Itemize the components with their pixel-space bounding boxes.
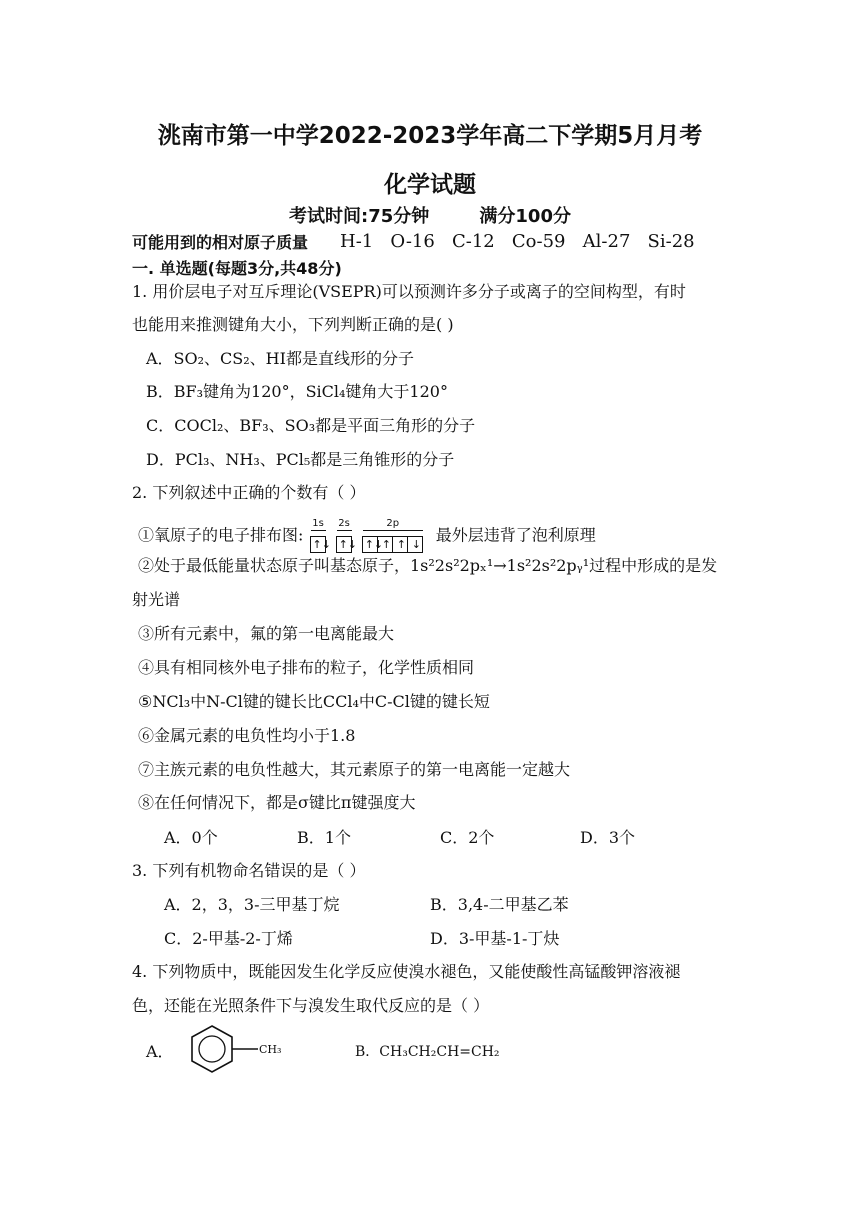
q3-stem: 3. 下列有机物命名错误的是（ ）: [132, 861, 366, 880]
q1-option-d: D．PCl₃、NH₃、PCl₅都是三角锥形的分子: [146, 450, 455, 469]
atomic-mass-label: 可能用到的相对原子质量: [132, 233, 309, 252]
q1-option-c: C．COCl₂、BF₃、SO₃都是平面三角形的分子: [146, 416, 476, 435]
q2-option-d: D．3个: [580, 828, 636, 847]
q2-item-1-prefix: ①氧原子的电子排布图:: [138, 525, 304, 545]
toluene-methyl-label: CH₃: [259, 1043, 282, 1056]
q2-item-2-line1: ②处于最低能量状态原子叫基态原子，1s²2s²2pₓ¹→1s²2s²2pᵧ¹过程中形成的是发: [138, 556, 718, 575]
q2-option-a: A．0个: [164, 828, 218, 847]
orbital-label-2p: 2p: [363, 519, 423, 531]
q2-item-5: ⑤NCl₃中N-Cl键的键长比CCl₄中C-Cl键的键长短: [138, 692, 490, 711]
orbital-box: ↑↓: [336, 536, 352, 553]
q1-option-b: B．BF₃键角为120°，SiCl₄键角大于120°: [146, 382, 448, 401]
q3-option-d: D．3-甲基-1-丁炔: [430, 929, 560, 948]
q2-item-6: ⑥金属元素的电负性均小于1.8: [138, 726, 356, 745]
orbital-1s: [311, 518, 331, 553]
orbital-2p: [363, 519, 423, 553]
benzene-aromatic-circle: [199, 1036, 225, 1062]
q2-item-8: ⑧在任何情况下，都是σ键比π键强度大: [138, 793, 416, 812]
q2-item-1: [138, 519, 596, 553]
q4-option-a-label: A．: [146, 1042, 174, 1061]
orbital-2s: [337, 518, 358, 553]
orbital-box: ↓: [407, 536, 423, 553]
orbital-box: ↑: [377, 536, 393, 553]
q2-item-3: ③所有元素中，氟的第一电离能最大: [138, 624, 395, 643]
q3-option-c: C．2-甲基-2-丁烯: [164, 929, 293, 948]
oxygen-orbital-diagram: [311, 519, 429, 553]
atomic-mass-values: H-1 O-16 C-12 Co-59 Al-27 Si-28: [340, 231, 695, 252]
q4-stem-line2: 色，还能在光照条件下与溴发生取代反应的是（ ）: [132, 996, 490, 1015]
q3-option-b: B．3,4-二甲基乙苯: [430, 895, 569, 914]
q3-option-a: A．2，3，3-三甲基丁烷: [164, 895, 340, 914]
q2-stem: 2. 下列叙述中正确的个数有（ ）: [132, 483, 366, 502]
orbital-box: ↑↓: [362, 536, 378, 553]
q2-item-1-suffix: 最外层违背了泡利原理: [435, 525, 596, 545]
q2-option-b: B．1个: [297, 828, 351, 847]
orbital-box: ↑: [392, 536, 408, 553]
section-title: 一. 单选题(每题3分,共48分): [132, 259, 342, 278]
q2-item-2-line2: 射光谱: [132, 590, 181, 609]
q1-stem-line1: 1. 用价层电子对互斥理论(VSEPR)可以预测许多分子或离子的空间构型，有时: [132, 282, 686, 301]
orbital-box: ↑↓: [310, 536, 326, 553]
q2-option-c: C．2个: [440, 828, 495, 847]
q4-stem-line1: 4. 下列物质中，既能因发生化学反应使溴水褪色，又能使酸性高锰酸钾溶液褪: [132, 962, 681, 981]
orbital-label-1s: 1s: [312, 518, 324, 529]
exam-title: 洮南市第一中学2022-2023学年高二下学期5月月考: [157, 123, 703, 149]
benzene-ring: [192, 1026, 232, 1072]
q2-item-7: ⑦主族元素的电负性越大，其元素原子的第一电离能一定越大: [138, 760, 571, 779]
q1-option-a: A．SO₂、CS₂、HI都是直线形的分子: [146, 349, 414, 368]
exam-info: 考试时间:75分钟 满分100分: [289, 206, 571, 227]
q2-item-4: ④具有相同核外电子排布的粒子，化学性质相同: [138, 658, 475, 677]
orbital-label-2s: 2s: [338, 518, 350, 529]
q1-stem-line2: 也能用来推测键角大小，下列判断正确的是( ): [132, 315, 454, 334]
exam-subject: 化学试题: [384, 172, 476, 198]
q4-option-b: B．CH₃CH₂CH=CH₂: [355, 1044, 500, 1060]
